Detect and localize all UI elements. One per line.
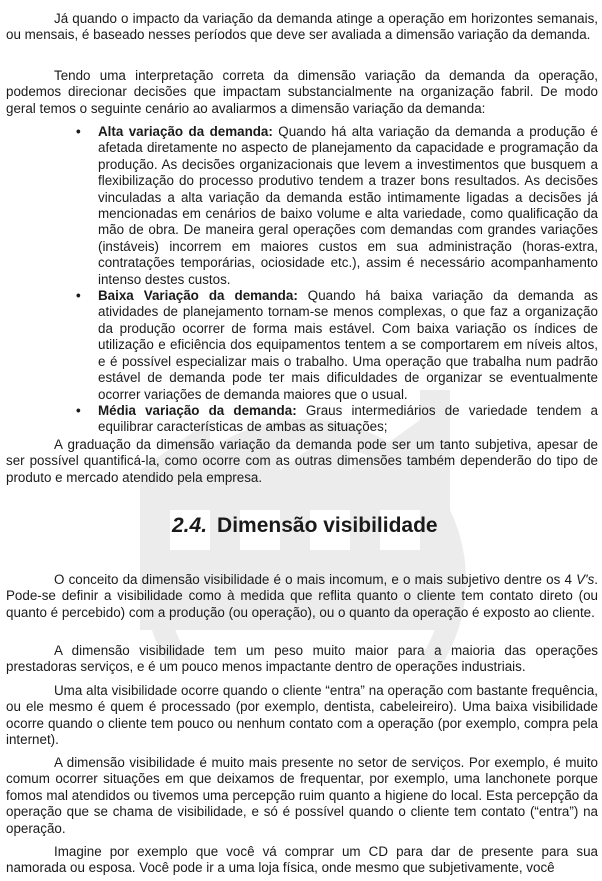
- list-item-text: Quando há alta variação da demanda a produção é afetada diretamente no aspecto de planejamento da capacidade e programação da produção. As decisões organizacionais que levem a investimentos que busquem a flexibilização do processo produtivo tendem a trazer bons resultados. As decisões vinculadas a alta variação da demanda estão intimamente ligadas a decisões já mencionadas em cenários de baixo volume e alta variedade, como qualificação da mão de obra. De maneira geral operações com demandas com grandes variações (instáveis) incorrem em maiores custos em sua administração (horas-extra, contratações temporárias, ociosidade etc.), assim é necessário acompanhamento intenso destes custos.: [98, 124, 598, 287]
- paragraph-4-italic: V's: [576, 572, 595, 587]
- list-item-term: Média variação da demanda:: [98, 402, 297, 418]
- paragraph-1: Já quando o impacto da variação da demanda atinge a operação em horizontes semanais, ou mensais, é baseado nesses períodos que deve ser avaliada a dimensão variação da demanda.: [6, 11, 598, 43]
- paragraph-4: [6, 572, 598, 621]
- list-item: [76, 403, 598, 436]
- bullet-marker: •: [76, 124, 81, 139]
- bullet-marker: •: [76, 402, 81, 418]
- list-item-text: Graus intermediários de variedade tendem a equilibrar características de ambas as situações;: [98, 402, 598, 435]
- list-item-term: Baixa Variação da demanda:: [98, 288, 298, 304]
- paragraph-4-text-b: . Pode-se definir a visibilidade como à medida que reflita quanto o cliente tem contato direto (ou quanto é percebido) com a produção (ou operação), ou o quanto da operação é exposto ao cliente.: [6, 572, 598, 620]
- list-item: [76, 124, 598, 288]
- section-number: 2.4.: [172, 514, 208, 537]
- list-item: [76, 288, 598, 403]
- list-item-term: Alta variação da demanda:: [98, 124, 273, 139]
- paragraph-5: A dimensão visibilidade tem um peso muito maior para a maioria das operações prestadoras serviços, e é um pouco menos impactante dentro de operações industriais.: [6, 643, 598, 675]
- list-item-text: Quando há baixa variação da demanda as atividades de planejamento tornam-se menos complexas, o que faz a organização da produção ocorrer de forma mais estável. Com baixa variação os índices de utilização e eficiência dos equipamentos tentem a se comportarem em níveis altos, e é possível especializar mais o trabalho. Uma operação que trabalha num padrão estável de demanda pode ter mais dificuldades de organizar se eventualmente ocorrer variações de demanda maiores que o usual.: [98, 288, 599, 402]
- section-heading: [172, 513, 438, 539]
- demand-variation-list: [76, 124, 598, 436]
- paragraph-6: Uma alta visibilidade ocorre quando o cliente “entra” na operação com bastante frequência, ou ele mesmo é quem é processado (por exemplo, dentista, cabeleireiro). Uma baixa visibilidade ocorre quando o cliente tem pouco ou nenhum contato com a operação (por exemplo, compra pela internet).: [6, 683, 598, 748]
- paragraph-4-text-a: O conceito da dimensão visibilidade é o mais incomum, e o mais subjetivo dentre os 4: [54, 572, 577, 587]
- section-title: Dimensão visibilidade: [217, 514, 438, 537]
- paragraph-8: Imagine por exemplo que você vá comprar um CD para dar de presente para sua namorada ou esposa. Você pode ir a uma loja física, onde mesmo que subjetivamente, você: [6, 844, 598, 876]
- paragraph-2: Tendo uma interpretação correta da dimensão variação da demanda da operação, podemos direcionar decisões que impactam substancialmente na organização fabril. De modo geral temos o seguinte cenário ao avaliarmos a dimensão variação da demanda:: [6, 68, 598, 116]
- paragraph-3: A graduação da dimensão variação da demanda pode ser um tanto subjetiva, apesar de ser possível quantificá-la, como ocorre com as outras dimensões também dependerão do tipo de produto e mercado atendido pela empresa.: [6, 437, 598, 485]
- bullet-marker: •: [76, 288, 81, 304]
- paragraph-7: A dimensão visibilidade é muito mais presente no setor de serviços. Por exemplo, é muito comum ocorrer situações em que deixamos de frequentar, por exemplo, uma lanchonete porque fomos mal atendidos ou tivemos uma percepção ruim quanto a higiene do local. Esta percepção da operação que se chama de visibilidade, e só é possível quando o cliente tem contato (“entra”) na operação.: [6, 755, 598, 836]
